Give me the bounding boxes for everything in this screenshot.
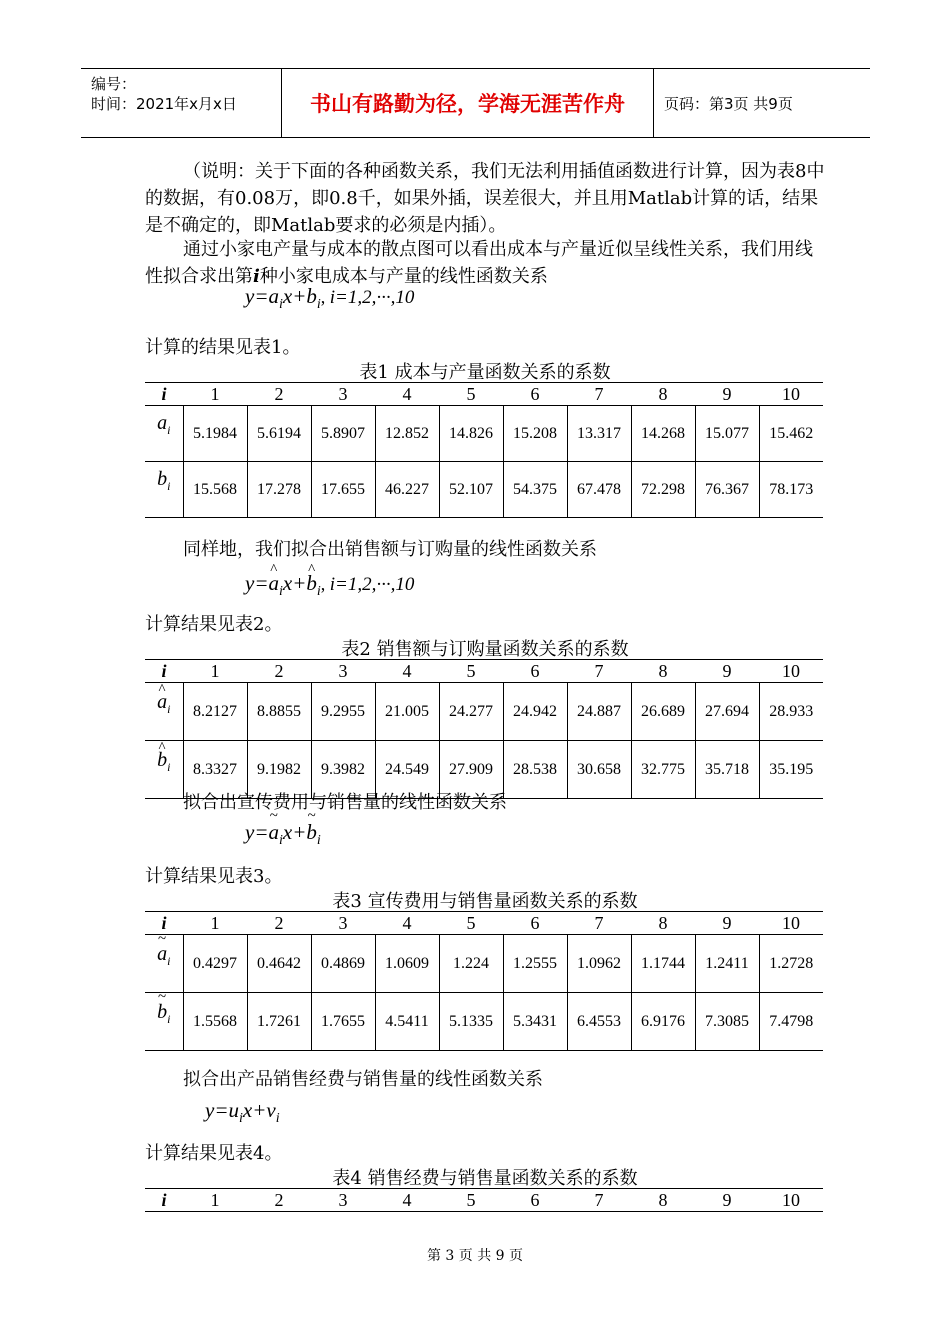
result-3: 计算结果见表3。 xyxy=(145,866,283,887)
cell: 54.375 xyxy=(503,462,567,518)
number-label: 编号： xyxy=(91,75,137,93)
cell: 28.538 xyxy=(503,741,567,799)
paragraph-4: 拟合出产品销售经费与销售量的线性函数关系 xyxy=(183,1069,543,1090)
cell: 78.173 xyxy=(759,462,823,518)
col-header: 5 xyxy=(466,383,476,404)
row-label: $a_i$ xyxy=(145,406,183,462)
col-header: 8 xyxy=(658,1189,668,1210)
motto: 书山有路勤为径，学海无涯苦作舟 xyxy=(282,69,654,137)
table-3-caption: 表3 宣传费用与销售量函数关系的系数 xyxy=(332,891,638,912)
cell: 72.298 xyxy=(631,462,695,518)
cell: 1.224 xyxy=(439,935,503,993)
paragraph-2: 同样地，我们拟合出销售额与订购量的线性函数关系 xyxy=(183,539,597,560)
col-header: 7 xyxy=(594,660,604,681)
cell: 1.1744 xyxy=(631,935,695,993)
col-header: 6 xyxy=(530,1189,540,1210)
cell: 4.5411 xyxy=(375,993,439,1051)
table-header-row xyxy=(145,660,823,683)
col-header: 2 xyxy=(274,912,284,933)
result-2: 计算结果见表2。 xyxy=(145,614,283,635)
cell: 1.7655 xyxy=(311,993,375,1051)
cell: 30.658 xyxy=(567,741,631,799)
table-row xyxy=(145,993,823,1051)
intro-text-a: 通过小家电产量与成本的散点图可以看出成本与产量近似呈线性关系，我们用线性拟合求出第 xyxy=(145,239,813,287)
col-header: 5 xyxy=(466,660,476,681)
cell: 1.0962 xyxy=(567,935,631,993)
row-label-b: b xyxy=(157,468,168,490)
cell: 0.4297 xyxy=(183,935,247,993)
col-header: 3 xyxy=(338,383,348,404)
col-header: 6 xyxy=(530,912,540,933)
cell: 15.568 xyxy=(183,462,247,518)
col-header: 1 xyxy=(210,1189,220,1210)
cell: 27.909 xyxy=(439,741,503,799)
col-header: 9 xyxy=(722,660,732,681)
col-header: 1 xyxy=(210,660,220,681)
formula-1: $y=a_ix+b_i$, i=1,2,···,10 xyxy=(245,284,415,313)
table-header-row xyxy=(145,383,823,406)
col-header: 3 xyxy=(338,912,348,933)
col-header: 10 xyxy=(782,912,800,933)
table-4-caption: 表4 销售经费与销售量函数关系的系数 xyxy=(332,1168,638,1189)
cell: 24.942 xyxy=(503,683,567,741)
col-header: 2 xyxy=(274,1189,284,1210)
cell: 9.3982 xyxy=(311,741,375,799)
col-header: 4 xyxy=(402,660,412,681)
intro-paragraph xyxy=(145,236,825,290)
page-info: 页码：第3页 共9页 xyxy=(664,94,793,113)
col-header: 6 xyxy=(530,660,540,681)
page-footer: 第 3 页 共 9 页 xyxy=(426,1248,524,1264)
cell: 0.4869 xyxy=(311,935,375,993)
table-4 xyxy=(145,1188,823,1212)
cell: 27.694 xyxy=(695,683,759,741)
col-header: 10 xyxy=(782,1189,800,1210)
col-header: 1 xyxy=(210,912,220,933)
cell: 6.9176 xyxy=(631,993,695,1051)
col-header: 7 xyxy=(594,912,604,933)
cell: 9.1982 xyxy=(247,741,311,799)
cell: 24.887 xyxy=(567,683,631,741)
formula-3: y=~ $a_ix+\sim$ $b_i$ xyxy=(245,820,321,849)
page-header xyxy=(81,68,870,138)
table-header-row xyxy=(145,1189,823,1212)
cell: 9.2955 xyxy=(311,683,375,741)
row-label-a: ~ a xyxy=(157,943,167,966)
col-header: 1 xyxy=(210,383,220,404)
col-header: 4 xyxy=(402,383,412,404)
cell: 1.2728 xyxy=(759,935,823,993)
cell: 67.478 xyxy=(567,462,631,518)
cell: 7.3085 xyxy=(695,993,759,1051)
cell: 13.317 xyxy=(567,406,631,462)
header-var: i xyxy=(161,1189,167,1210)
cell: 1.2555 xyxy=(503,935,567,993)
row-label-a: a xyxy=(157,412,168,434)
result-1: 计算的结果见表1。 xyxy=(145,337,301,358)
cell: 5.1335 xyxy=(439,993,503,1051)
col-header: 8 xyxy=(658,660,668,681)
formula-1-range: i=1,2,···,10 xyxy=(329,287,415,308)
intro-text-b: 种小家电成本与产量的线性函数关系 xyxy=(259,266,548,287)
table-row xyxy=(145,406,823,462)
cell: 17.278 xyxy=(247,462,311,518)
formula-2-range: i=1,2,···,10 xyxy=(329,574,415,595)
header-var: i xyxy=(161,660,167,681)
cell: 17.655 xyxy=(311,462,375,518)
cell: 5.8907 xyxy=(311,406,375,462)
cell: 8.3327 xyxy=(183,741,247,799)
result-4: 计算结果见表4。 xyxy=(145,1143,283,1164)
cell: 1.0609 xyxy=(375,935,439,993)
table-row xyxy=(145,935,823,993)
cell: 24.549 xyxy=(375,741,439,799)
row-label: ~ $a_i$ xyxy=(145,935,183,993)
col-header: 9 xyxy=(722,1189,732,1210)
cell: 32.775 xyxy=(631,741,695,799)
cell: 15.208 xyxy=(503,406,567,462)
table-3 xyxy=(145,911,823,1051)
table-1-caption: 表1 成本与产量函数关系的系数 xyxy=(359,362,611,383)
cell: 12.852 xyxy=(375,406,439,462)
cell: 14.826 xyxy=(439,406,503,462)
row-label: ~ $b_i$ xyxy=(145,993,183,1051)
formula-4: $y=u_ix+v_i$ xyxy=(205,1098,280,1127)
formula-2: y=^ $a_ix+\^{}$ $b_i$, i=1,2,···,10 xyxy=(245,571,414,600)
col-header: 10 xyxy=(782,660,800,681)
cell: 24.277 xyxy=(439,683,503,741)
row-label: ^ $b_i$ xyxy=(145,741,183,799)
table-row xyxy=(145,683,823,741)
cell: 6.4553 xyxy=(567,993,631,1051)
cell: 7.4798 xyxy=(759,993,823,1051)
table-1 xyxy=(145,382,823,518)
header-var: i xyxy=(161,912,167,933)
col-header: 3 xyxy=(338,1189,348,1210)
cell: 1.7261 xyxy=(247,993,311,1051)
cell: 28.933 xyxy=(759,683,823,741)
col-header: 3 xyxy=(338,660,348,681)
row-label: $b_i$ xyxy=(145,462,183,518)
col-header: 7 xyxy=(594,383,604,404)
cell: 5.3431 xyxy=(503,993,567,1051)
row-label-b: ^ b xyxy=(157,749,167,772)
col-header: 2 xyxy=(274,383,284,404)
col-header: 5 xyxy=(466,912,476,933)
header-var: i xyxy=(161,383,167,404)
cell: 8.2127 xyxy=(183,683,247,741)
cell: 15.462 xyxy=(759,406,823,462)
table-row xyxy=(145,462,823,518)
cell: 1.5568 xyxy=(183,993,247,1051)
row-label-a: ^ a xyxy=(157,691,167,714)
col-header: 5 xyxy=(466,1189,476,1210)
col-header: 9 xyxy=(722,912,732,933)
table-2-caption: 表2 销售额与订购量函数关系的系数 xyxy=(341,639,629,660)
col-header: 6 xyxy=(530,383,540,404)
col-header: 10 xyxy=(782,383,800,404)
cell: 14.268 xyxy=(631,406,695,462)
table-header-row xyxy=(145,912,823,935)
col-header: 8 xyxy=(658,383,668,404)
cell: 1.2411 xyxy=(695,935,759,993)
cell: 5.6194 xyxy=(247,406,311,462)
cell: 35.718 xyxy=(695,741,759,799)
cell: 0.4642 xyxy=(247,935,311,993)
table-2 xyxy=(145,659,823,799)
header-left-cell xyxy=(81,69,282,137)
cell: 21.005 xyxy=(375,683,439,741)
row-label: ^ $a_i$ xyxy=(145,683,183,741)
col-header: 4 xyxy=(402,1189,412,1210)
note-paragraph: （说明：关于下面的各种函数关系，我们无法利用插值函数进行计算，因为表8中的数据，有0.08万，即0.8千，如果外插，误差很大，并且用Matlab计算的话，结果是不确定的，即Matlab要求的必须是内插）。 xyxy=(145,161,825,236)
col-header: 7 xyxy=(594,1189,604,1210)
paragraph-3: 拟合出宣传费用与销售量的线性函数关系 xyxy=(183,792,507,813)
cell: 5.1984 xyxy=(183,406,247,462)
cell: 8.8855 xyxy=(247,683,311,741)
col-header: 2 xyxy=(274,660,284,681)
cell: 35.195 xyxy=(759,741,823,799)
cell: 52.107 xyxy=(439,462,503,518)
intro-variable: i xyxy=(253,266,260,287)
cell: 26.689 xyxy=(631,683,695,741)
col-header: 8 xyxy=(658,912,668,933)
cell: 46.227 xyxy=(375,462,439,518)
cell: 76.367 xyxy=(695,462,759,518)
col-header: 9 xyxy=(722,383,732,404)
date-label: 时间：2021年x月x日 xyxy=(91,95,237,113)
col-header: 4 xyxy=(402,912,412,933)
row-label-b: ~ b xyxy=(157,1001,167,1024)
cell: 15.077 xyxy=(695,406,759,462)
